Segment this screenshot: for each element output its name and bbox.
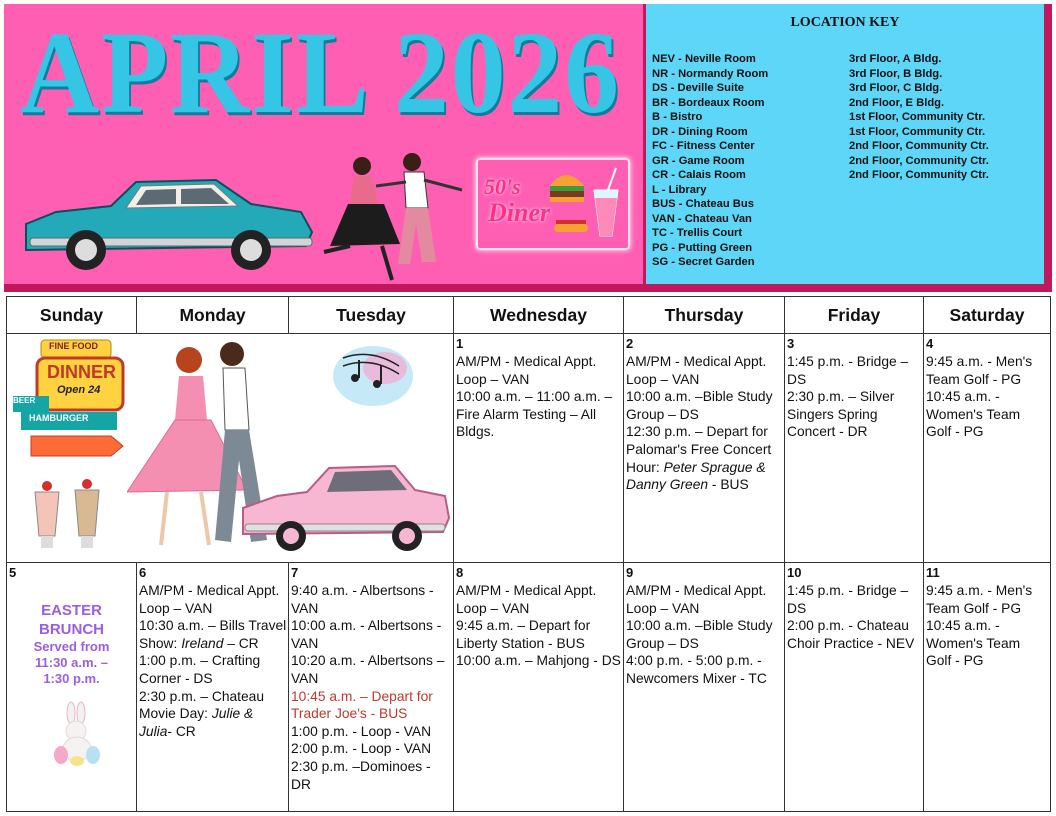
day-cell-6 bbox=[137, 563, 289, 811]
event-item: AM/PM - Medical Appt. Loop – VAN bbox=[626, 583, 767, 616]
day-header-sunday: Sunday bbox=[7, 297, 137, 334]
milkshakes-illustration bbox=[29, 476, 109, 556]
location-floor-item: 2nd Floor, E Bldg. bbox=[849, 96, 945, 109]
event-item: AM/PM - Medical Appt. Loop – VAN bbox=[626, 354, 767, 387]
day-number: 5 bbox=[9, 565, 17, 580]
day-header-friday: Friday bbox=[785, 297, 924, 334]
month-title: APRIL 2026 bbox=[20, 7, 621, 138]
location-code-item: L - Library bbox=[652, 183, 707, 196]
event-item: 2:00 p.m. - Loop - VAN bbox=[291, 741, 432, 757]
event-item bbox=[626, 423, 783, 493]
day-cell-5 bbox=[7, 563, 137, 811]
easter-time-label: Served from bbox=[33, 639, 110, 654]
day-cell-2 bbox=[624, 334, 785, 563]
event-item: 10:00 a.m. –Bible Study Group – DS bbox=[626, 618, 773, 651]
event-text: 12:30 p.m. – Depart for Palomar's Free Concert Hour: bbox=[626, 424, 772, 475]
easter-subtitle: BRUNCH bbox=[39, 621, 104, 638]
event-movie-title: Julie & Julia bbox=[139, 706, 254, 739]
location-floor-item: 3rd Floor, B Bldg. bbox=[849, 67, 943, 80]
event-list bbox=[626, 353, 783, 494]
location-code-item: NEV - Neville Room bbox=[652, 53, 756, 65]
day-number: 2 bbox=[626, 336, 634, 351]
location-floor-item: 1st Floor, Community Ctr. bbox=[849, 111, 986, 123]
easter-brunch-notice bbox=[7, 601, 136, 687]
classic-car-illustration bbox=[16, 154, 316, 274]
day-number: 8 bbox=[456, 565, 464, 580]
location-floor-item: 3rd Floor, C Bldg. bbox=[849, 82, 943, 94]
pink-cadillac-illustration bbox=[237, 446, 451, 560]
event-list bbox=[787, 353, 922, 441]
location-floor-item: 2nd Floor, Community Ctr. bbox=[849, 169, 989, 181]
event-list bbox=[291, 582, 452, 793]
event-item: 9:45 a.m. – Depart for Liberty Station - BUS bbox=[456, 618, 591, 651]
event-location: - CR bbox=[167, 723, 196, 739]
location-key-title: LOCATION KEY bbox=[790, 15, 900, 30]
event-text: 10:30 a.m. – Bills Travel Show: bbox=[139, 618, 287, 651]
day-number: 1 bbox=[456, 336, 464, 351]
location-code-item: DR - Dining Room bbox=[652, 125, 748, 138]
event-item: 1:45 p.m. - Bridge – DS bbox=[787, 583, 909, 616]
easter-title: EASTER bbox=[41, 602, 102, 619]
day-number: 9 bbox=[626, 565, 634, 580]
burger-and-shake-icon bbox=[544, 164, 624, 244]
diner-sign-dinner: DINNER bbox=[47, 362, 117, 382]
event-show-title: Ireland bbox=[181, 635, 224, 651]
event-item: 9:40 a.m. - Albertsons - VAN bbox=[291, 583, 434, 616]
day-header-monday: Monday bbox=[137, 297, 289, 334]
day-cell-7 bbox=[289, 563, 454, 811]
location-code-item: BR - Bordeaux Room bbox=[652, 96, 765, 109]
event-item: 2:30 p.m. –Dominoes - DR bbox=[291, 758, 431, 792]
diner-sign-fine-food: FINE FOOD bbox=[49, 341, 98, 351]
event-item: AM/PM - Medical Appt. Loop – VAN bbox=[139, 583, 280, 616]
event-list bbox=[926, 353, 1049, 441]
event-item: 2:30 p.m. – Silver Singers Spring Concert - DR bbox=[787, 389, 895, 440]
event-item: AM/PM - Medical Appt. Loop – VAN bbox=[456, 354, 597, 387]
location-code-item: GR - Game Room bbox=[652, 154, 745, 167]
day-number: 10 bbox=[787, 565, 802, 580]
event-item bbox=[139, 617, 287, 652]
easter-bunny-icon bbox=[47, 701, 107, 767]
location-floor-list bbox=[849, 52, 989, 183]
title-panel bbox=[4, 4, 643, 284]
day-number: 11 bbox=[926, 565, 940, 580]
day-cell-10 bbox=[785, 563, 924, 811]
diner-sign-text-50s: 50's bbox=[484, 174, 521, 199]
diner-neon-sign bbox=[476, 158, 630, 250]
music-notes-illustration bbox=[325, 338, 417, 414]
event-item bbox=[139, 688, 287, 741]
day-number: 7 bbox=[291, 565, 299, 580]
day-cell-4 bbox=[924, 334, 1050, 563]
event-item: 10:00 a.m. - Albertsons - VAN bbox=[291, 618, 442, 651]
day-header-saturday: Saturday bbox=[924, 297, 1050, 334]
event-item: 1:45 p.m. - Bridge – DS bbox=[787, 354, 909, 387]
location-floor-item: 3rd Floor, A Bldg. bbox=[849, 53, 942, 65]
location-code-item: PG - Putting Green bbox=[652, 241, 753, 254]
event-item: 10:00 a.m. – Mahjong - DS bbox=[456, 653, 621, 669]
event-item-highlighted: 10:45 a.m. – Depart for Trader Joe's - BUS bbox=[291, 688, 433, 722]
location-code-item: TC - Trellis Court bbox=[652, 227, 743, 239]
event-list bbox=[926, 582, 1049, 670]
event-text: 2:30 p.m. – Chateau Movie Day: bbox=[139, 688, 265, 722]
event-item: 10:45 a.m. - Women's Team Golf - PG bbox=[926, 618, 1021, 669]
location-floor-item: 1st Floor, Community Ctr. bbox=[849, 125, 986, 138]
location-code-item: CR - Calais Room bbox=[652, 169, 746, 181]
clipart-cell bbox=[7, 334, 454, 563]
location-code-item: NR - Normandy Room bbox=[652, 67, 769, 80]
day-cell-11 bbox=[924, 563, 1050, 811]
event-item: AM/PM - Medical Appt. Loop – VAN bbox=[456, 583, 597, 616]
event-list bbox=[456, 582, 622, 670]
easter-time-start: 11:30 a.m. – bbox=[35, 655, 108, 670]
day-header-thursday: Thursday bbox=[624, 297, 785, 334]
diner-sign-text-diner: Diner bbox=[488, 198, 551, 227]
day-header-wednesday: Wednesday bbox=[454, 297, 624, 334]
location-code-item: VAN - Chateau Van bbox=[652, 212, 752, 225]
event-list bbox=[787, 582, 922, 652]
event-item: 4:00 p.m. - 5:00 p.m. - Newcomers Mixer - TC bbox=[626, 653, 767, 686]
event-item: 10:00 a.m. –Bible Study Group – DS bbox=[626, 389, 773, 422]
event-list bbox=[139, 582, 287, 740]
location-key-panel bbox=[646, 4, 1044, 284]
event-performer: Peter Sprague & Danny Green bbox=[626, 459, 766, 493]
event-location: – CR bbox=[223, 635, 259, 651]
day-number: 4 bbox=[926, 336, 934, 351]
location-code-item: DS - Deville Suite bbox=[652, 82, 745, 94]
event-item: 9:45 a.m. - Men's Team Golf - PG bbox=[926, 583, 1033, 616]
event-item: 10:45 a.m. - Women's Team Golf - PG bbox=[926, 389, 1021, 440]
event-item: 10:20 a.m. - Albertsons – VAN bbox=[291, 653, 445, 686]
easter-time-end: 1:30 p.m. bbox=[43, 671, 100, 686]
event-list bbox=[626, 582, 783, 688]
event-item: 2:00 p.m. - Chateau Choir Practice - NEV bbox=[787, 618, 915, 651]
diner-sign-beer: BEER bbox=[13, 396, 36, 405]
location-code-item: FC - Fitness Center bbox=[652, 140, 755, 152]
diner-sign-hamburger: HAMBURGER bbox=[29, 413, 89, 423]
event-location: - BUS bbox=[708, 477, 749, 493]
day-cell-1 bbox=[454, 334, 624, 563]
event-item: 1:00 p.m. – Crafting Corner - DS bbox=[139, 653, 261, 686]
event-item: 10:00 a.m. – 11:00 a.m. – Fire Alarm Testing – All Bldgs. bbox=[456, 389, 613, 440]
location-code-item: BUS - Chateau Bus bbox=[652, 198, 754, 210]
calendar-grid bbox=[6, 296, 1051, 812]
location-floor-item: 2nd Floor, Community Ctr. bbox=[849, 154, 989, 167]
day-number: 3 bbox=[787, 336, 795, 351]
event-item: 1:00 p.m. - Loop - VAN bbox=[291, 723, 432, 739]
dancing-couple-illustration bbox=[312, 152, 467, 284]
location-floor-item: 2nd Floor, Community Ctr. bbox=[849, 140, 989, 152]
event-list bbox=[456, 353, 622, 441]
location-code-list bbox=[652, 52, 768, 270]
day-header-tuesday: Tuesday bbox=[289, 297, 454, 334]
diner-sign-open: Open 24 bbox=[57, 384, 101, 396]
location-code-item: B - Bistro bbox=[652, 111, 703, 123]
day-cell-8 bbox=[454, 563, 624, 811]
day-cell-9 bbox=[624, 563, 785, 811]
day-number: 6 bbox=[139, 565, 147, 580]
day-cell-3 bbox=[785, 334, 924, 563]
event-item: 9:45 a.m. - Men's Team Golf - PG bbox=[926, 354, 1033, 387]
location-code-item: SG - Secret Garden bbox=[652, 256, 755, 268]
